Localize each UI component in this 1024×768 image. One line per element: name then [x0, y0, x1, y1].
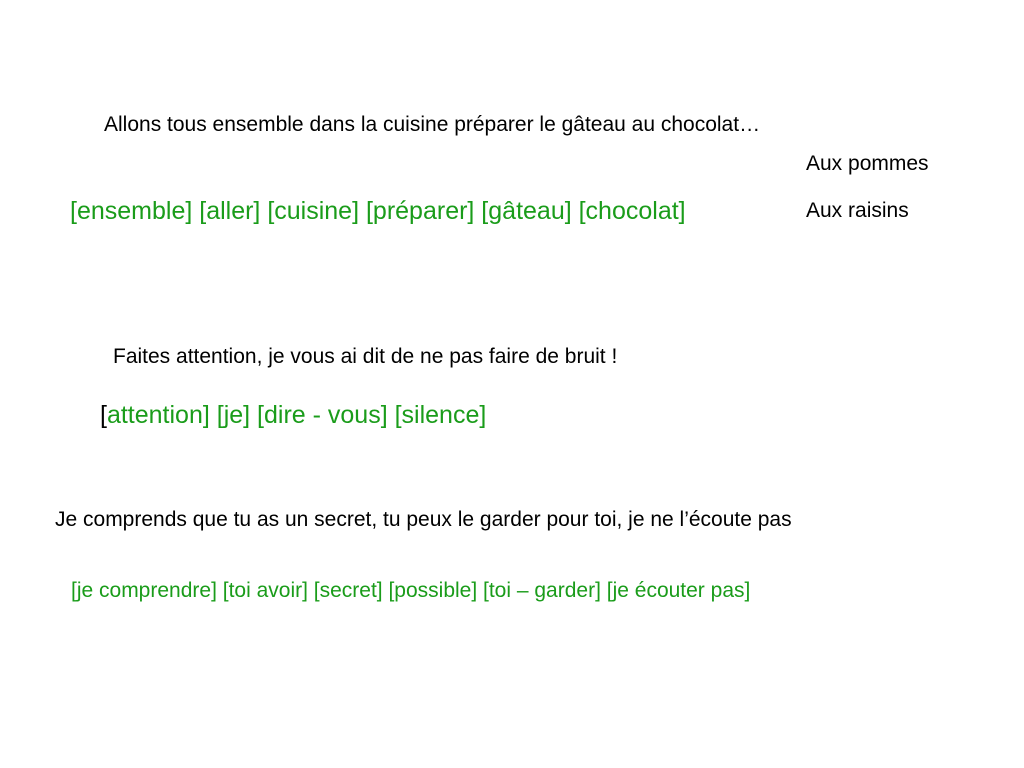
sentence-2-text: Faites attention, je vous ai dit de ne pas faire de bruit ! — [113, 345, 618, 368]
sentence-1-text: Allons tous ensemble dans la cuisine préparer le gâteau au chocolat… — [104, 113, 761, 136]
sentence-2-sign-gloss — [100, 403, 486, 428]
sentence-1-option-raisins: Aux raisins — [806, 199, 909, 222]
sentence-2-gloss-open-bracket: [ — [100, 401, 107, 429]
sentence-2-gloss-text: attention] [je] [dire - vous] [silence] — [106, 401, 487, 429]
sentence-3-text: Je comprends que tu as un secret, tu peux le garder pour toi, je ne l’écoute pas — [55, 508, 792, 531]
sentence-1-gloss-open-bracket: [ — [70, 197, 77, 225]
sentence-1-option-apples: Aux pommes — [806, 152, 929, 175]
sentence-1-gloss-text: ensemble] [aller] [cuisine] [préparer] [gâteau] [chocolat] — [76, 197, 686, 225]
sentence-1-sign-gloss — [70, 199, 686, 224]
sentence-3-sign-gloss: [je comprendre] [toi avoir] [secret] [possible] [toi – garder] [je écouter pas] — [71, 579, 751, 602]
